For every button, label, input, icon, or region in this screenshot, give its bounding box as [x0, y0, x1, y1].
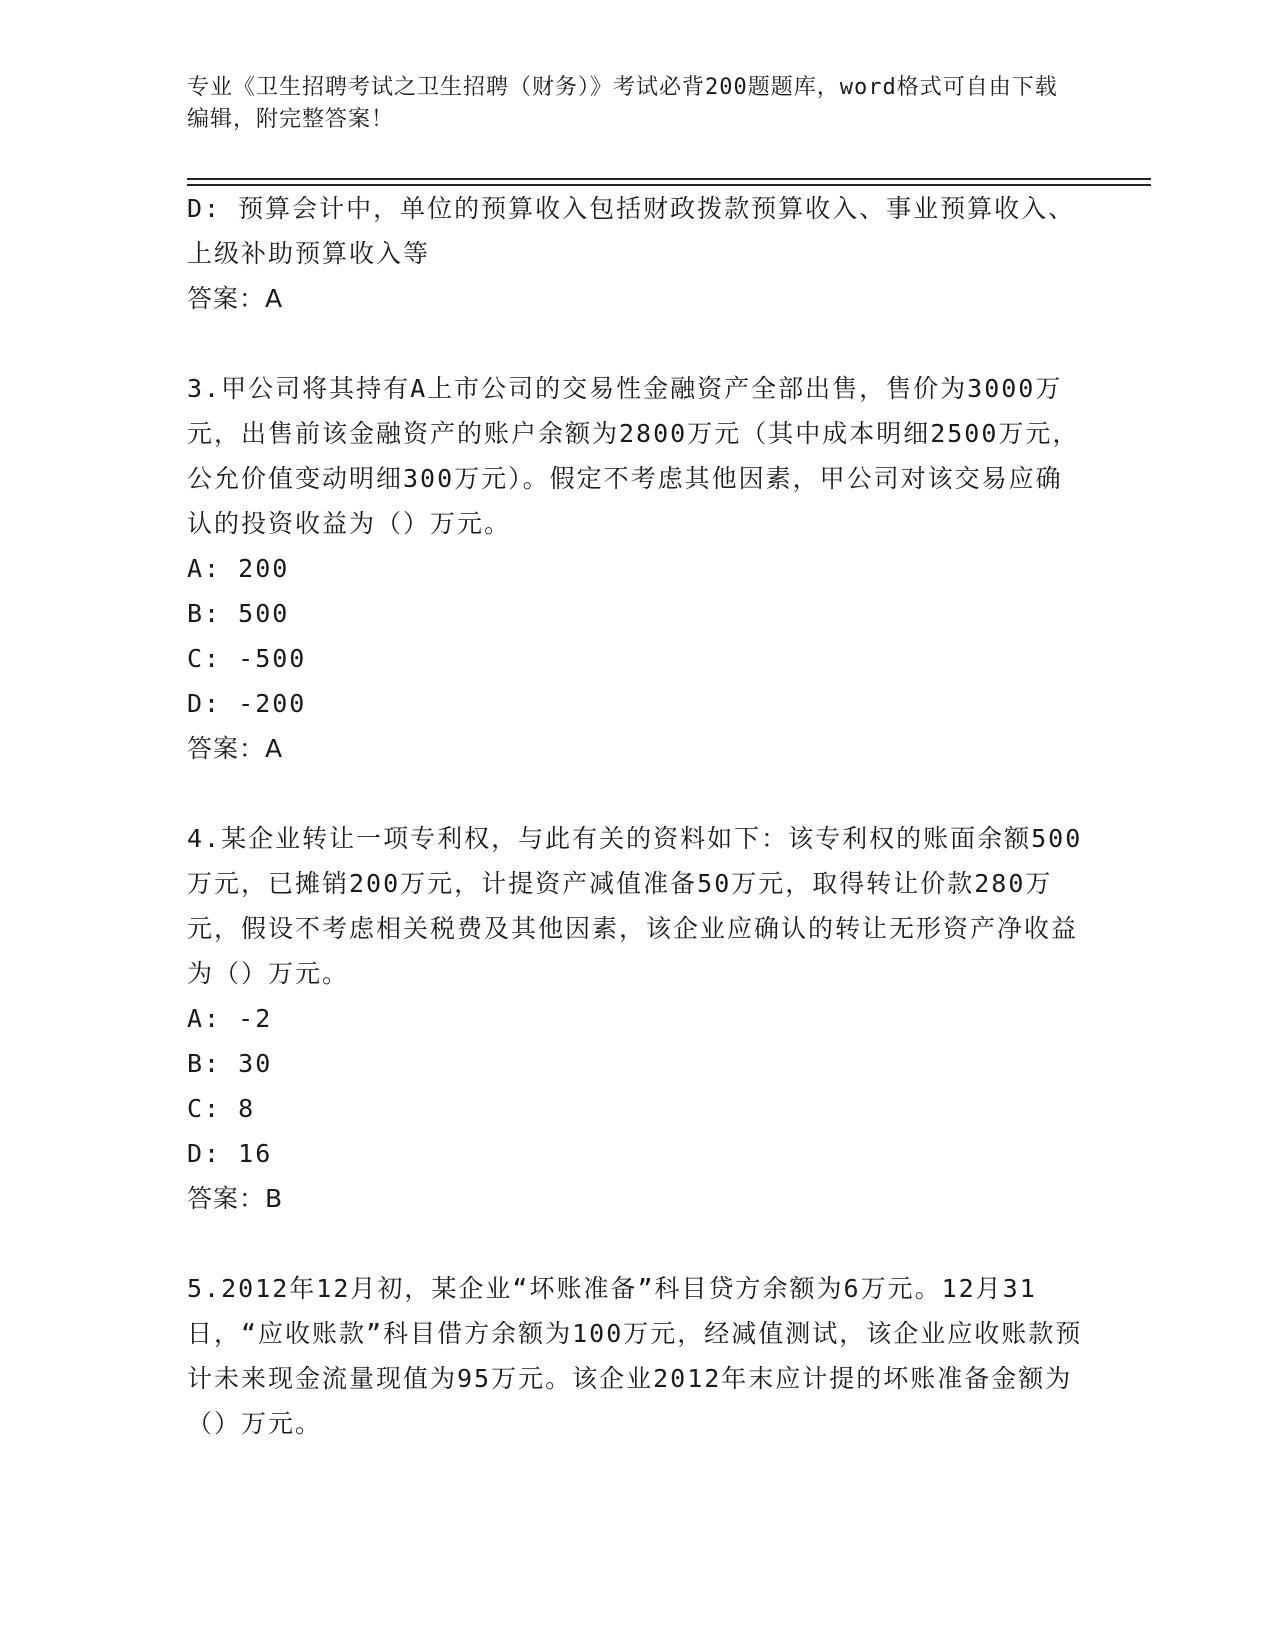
- prev-question-answer: 答案：A: [187, 284, 284, 313]
- header-rule-top: [187, 178, 1151, 180]
- question-answer: 答案：A: [187, 734, 284, 763]
- spacer: [187, 321, 1087, 366]
- option-c: C: -500: [187, 644, 307, 673]
- spacer: [187, 1221, 1087, 1266]
- spacer: [187, 771, 1087, 816]
- option-b: B: 30: [187, 1049, 273, 1078]
- option-a: A: 200: [187, 554, 290, 583]
- question-5: [187, 1266, 1087, 1446]
- page-header: 专业《卫生招聘考试之卫生招聘（财务）》考试必背200题题库，word格式可自由下载编辑，附完整答案！: [187, 75, 1058, 132]
- prev-question-option-d: D: 预算会计中，单位的预算收入包括财政拨款预算收入、事业预算收入、上级补助预算收入等: [187, 194, 1076, 268]
- option-c: C: 8: [187, 1094, 256, 1123]
- option-d: D: -200: [187, 689, 307, 718]
- option-a: A: -2: [187, 1004, 273, 1033]
- question-text: 3.甲公司将其持有A上市公司的交易性金融资产全部出售，售价为3000万元，出售前该金融资产的账户余额为2800万元（其中成本明细2500万元，公允价值变动明细300万元）。假定不考虑其他因素，甲公司对该交易应确认的投资收益为（）万元。: [187, 374, 1080, 538]
- question-3: [187, 366, 1087, 771]
- question-text: 5.2012年12月初，某企业“坏账准备”科目贷方余额为6万元。12月31日，“应收账款”科目借方余额为100万元，经减值测试，该企业应收账款预计未来现金流量现值为95万元。该企业2012年末应计提的坏账准备金额为（）万元。: [187, 1274, 1083, 1438]
- option-b: B: 500: [187, 599, 290, 628]
- document-body: [187, 186, 1087, 1446]
- option-d: D: 16: [187, 1139, 273, 1168]
- question-text: 4.某企业转让一项专利权，与此有关的资料如下：该专利权的账面余额500万元，已摊销200万元，计提资产减值准备50万元，取得转让价款280万元，假设不考虑相关税费及其他因素，该企业应确认的转让无形资产净收益为（）万元。: [187, 824, 1083, 988]
- question-answer: 答案：B: [187, 1184, 284, 1213]
- question-4: [187, 816, 1087, 1221]
